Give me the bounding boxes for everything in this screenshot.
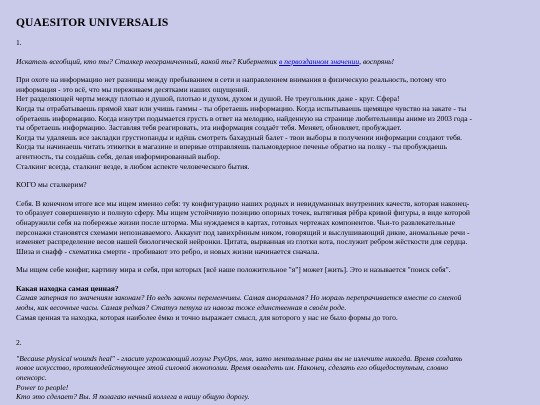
- text-line: информация - это всё, что мы переживаем десятками наших ощущений.: [16, 84, 250, 94]
- epigraph: [16, 57, 526, 67]
- paragraph-finding: [16, 293, 526, 322]
- text-line: Power to people!: [16, 382, 69, 392]
- text-line: обретаешь информацию. Когда изнутри подымается грусть в ответ на мелодию, найденную на странице любительницы аниме из 2003 года -: [16, 113, 472, 123]
- text-line: Самая ценная та находка, которая наиболее ёмко и точно выражает смысл, для которого у нас не было формы до того.: [16, 312, 398, 322]
- paragraph-hunting: [16, 75, 526, 171]
- epigraph-text: Искатель всеобщий, кто ты? Сталкер неограниченный, какой ты? Кибернетик: [16, 56, 280, 66]
- text-line: новое искусство, противодействующее этой силовой монополии. Время овладеть им. Наконец, сделать его общедоступным, словно: [16, 363, 448, 373]
- text-line: При охоте на информацию нет разницы между пребыванием в сети и направлением внимания в физическую реальность, потому что: [16, 75, 447, 85]
- text-line: Когда ты удаляешь все закладки грустнопанды и идёшь смотреть бахаудный балет - твои выборы в получении информации создают тебя.: [16, 132, 463, 142]
- text-line: то образует совершенную и полную сферу. Мы ищем устойчивую позицию опорных точек, вытягивая рёбра кривой фигуры, в виде которой: [16, 208, 470, 218]
- text-line: ты обретаешь информацию. Заставляя тебя реагировать, эта информация создаёт тебя. Меняет, обновляет, пробуждает.: [16, 123, 402, 133]
- text-line: моды, как весочные часы. Самая редкая? Статуэ петуха из навоза тоже единственная в своём роде.: [16, 303, 347, 313]
- paragraph-config: Мы ищем себе конфиг, картину мира и себя, при которых [всё наше положительное "я"] может [жить]. Это и называется "поиск себя".: [16, 265, 451, 275]
- text-line: Нет разделяющей черты между плотью и душой, плотью и духом, духом и душой. Не треугольник даже - круг. Сфера!: [16, 94, 400, 104]
- text-line: Себя. В конечном итоге все мы ищем именно себя: ту конфигурацию наших родных и невидуманных внутренних качеств, которая наконец-: [16, 198, 470, 208]
- epigraph-link[interactable]: в первозданном значении: [279, 56, 360, 66]
- paragraph-self: [16, 199, 526, 257]
- text-line: опенсорс.: [16, 373, 47, 383]
- text-line: Шиза и снафф - схематика смерти - пробивают это ребро, и новых жизни начинается сначала.: [16, 246, 320, 256]
- section-heading: Какая находка самая ценная?: [16, 283, 119, 293]
- section-number: 1.: [16, 38, 22, 47]
- text-line: персонажи становятся схемами непознаваемого. Аккаунт под завихрённым ником, говорящий и выслушивающий дикие, аномальные речи -: [16, 227, 470, 237]
- paragraph-wounds: [16, 354, 526, 402]
- text-line: обнаружили себя на побережье жизни после шторма. Мы нуждаемся в картах, готовых чертежах компонентов. Чьи-то развлекательные: [16, 217, 456, 227]
- text-line: агентность, ты создаёшь себя, делая информированный выбор.: [16, 151, 220, 161]
- text-line: Когда ты отрабатываешь прямой хват или учишь гаммы - ты обретаешь информацию. Когда испытываешь щемящее чувство на закате - ты: [16, 103, 467, 113]
- text-line: изменяет распределение весов нашей биологической нейронки. Цитата, вырванная из глотки кота, послужит ребром жёсткости для сердца.: [16, 237, 468, 247]
- epigraph-suffix: , воспрянь!: [359, 56, 395, 66]
- page-title: QUAESITOR UNIVERSALIS: [16, 17, 169, 29]
- text-line: "Because physical wounds heal" - гласит угрожающий лозунг PsyOps, мол, зато ментальные раны вы не излечите никогда. Время создать: [16, 353, 463, 363]
- text-line: Сталкинг всегда, сталкинг везде, в любом аспекте человеческого бытия.: [16, 161, 250, 171]
- text-line: Кто это сделает? Вы. Я полагаю нечный коллега в нашу общую дорогу.: [16, 392, 250, 402]
- text-line: Когда ты начинаешь читать этикетки в магазине и впервые отправляешь пальмовдерное печенье обратно на полку - ты пробуждаешь: [16, 142, 448, 152]
- question-line: КОГО мы сталкерим?: [16, 180, 87, 190]
- section-number: 2.: [16, 338, 22, 348]
- text-line: Самая заперная по значениям законам? Но ведь законы переменчивы. Самая аморальная? Но мораль перепрачивается вместе со сменой: [16, 293, 462, 303]
